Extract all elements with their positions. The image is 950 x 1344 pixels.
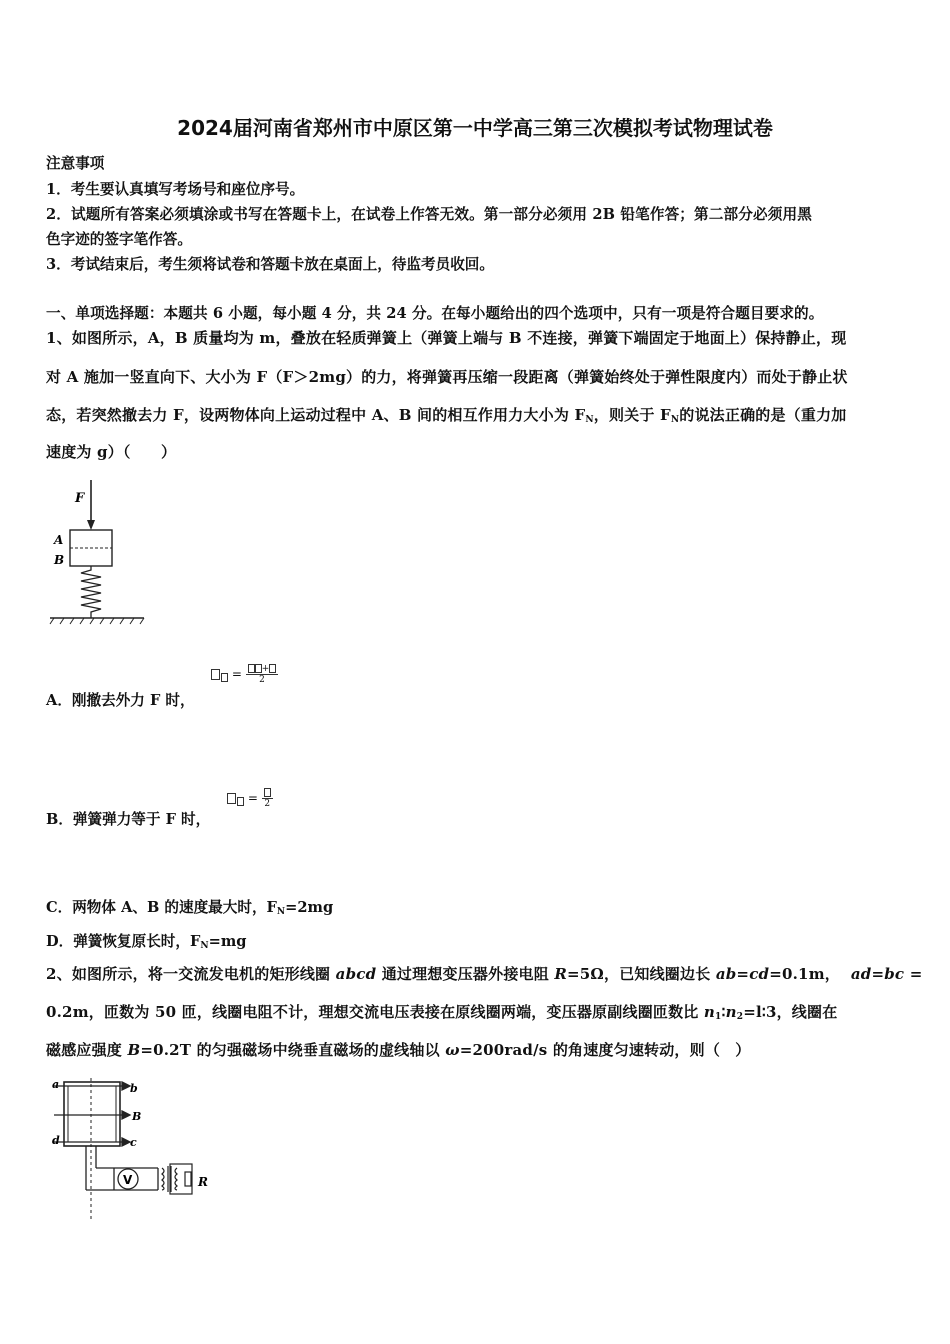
corner-c-label: c — [130, 1136, 137, 1149]
notice-heading: 注意事项 — [46, 155, 105, 172]
corner-d-label: d — [52, 1134, 60, 1147]
voltmeter-label: V — [123, 1173, 133, 1187]
q2-line-2: 0.2m，匝数为 50 匝，线圈电阻不计，理想交流电压表接在原线圈两端，变压器原副线圈匝数比 $n_1∶n_2=l∶3$，线圈在 — [46, 1003, 838, 1022]
q1-figure — [48, 478, 148, 628]
block-a-label: A — [54, 533, 64, 547]
force-label: F — [75, 491, 85, 506]
q1-line-1: 1、如图所示，A，B 质量均为 m，叠放在轻质弹簧上（弹簧上端与 B 不连接，弹簧下端固定于地面上）保持静止，现 — [46, 329, 847, 347]
resistor-label: R — [198, 1175, 208, 1189]
option-a: A．刚撤去外力 F 时， — [46, 692, 195, 709]
notice-item-2-cont: 色字迹的签字笔作答。 — [46, 231, 192, 248]
option-b-formula: = 2 — [226, 788, 273, 809]
corner-b-label: b — [130, 1082, 138, 1095]
q1-line-4: 速度为 g）（ ） — [46, 443, 177, 461]
notice-item-1: 1．考生要认真填写考场号和座位序号。 — [46, 181, 305, 198]
notice-item-2: 2．试题所有答案必须填涂或书写在答题卡上，在试卷上作答无效。第一部分必须用 2B 铅笔作答；第二部分必须用黑 — [46, 206, 813, 223]
section-heading: 一、单项选择题：本题共 6 小题，每小题 4 分，共 24 分。在每小题给出的四个选项中，只有一项是符合题目要求的。 — [46, 305, 824, 322]
block-b-label: B — [54, 553, 65, 567]
q1-line-3: 态，若突然撤去力 F，设两物体向上运动过程中 A、B 间的相互作用力大小为 $F_N$，则关于 $F_N$的说法正确的是（重力加 — [46, 406, 847, 425]
q1-line-2: 对 A 施加一竖直向下、大小为 F（F＞2mg）的力，将弹簧再压缩一段距离（弹簧始终处于弹性限度内）而处于静止状 — [46, 368, 848, 386]
option-b: B．弹簧弹力等于 F 时， — [46, 811, 211, 828]
q2-figure — [50, 1078, 220, 1223]
option-a-formula: = $\frac{+}{2}$ — [210, 664, 278, 685]
option-c: C．两物体 A、B 的速度最大时，$F_N=2mg$ — [46, 899, 334, 917]
corner-a-label: a — [52, 1078, 60, 1091]
page-title: 2024届河南省郑州市中原区第一中学高三第三次模拟考试物理试卷 — [177, 116, 773, 140]
field-b-label: B — [132, 1110, 142, 1123]
notice-item-3: 3．考试结束后，考生须将试卷和答题卡放在桌面上，待监考员收回。 — [46, 256, 494, 273]
q2-line-3: 磁感应强度 B=0.2T 的匀强磁场中绕垂直磁场的虚线轴以 ω=200rad/s 的角速度匀速转动，则（ ） — [46, 1041, 751, 1059]
q2-line-1: 2、如图所示，将一交流发电机的矩形线圈 abcd 通过理想变压器外接电阻 R=5Ω，已知线圈边长 ab=cd=0.1m， ad=bc = — [46, 965, 923, 983]
option-d: D．弹簧恢复原长时，$F_N=mg$ — [46, 933, 247, 951]
